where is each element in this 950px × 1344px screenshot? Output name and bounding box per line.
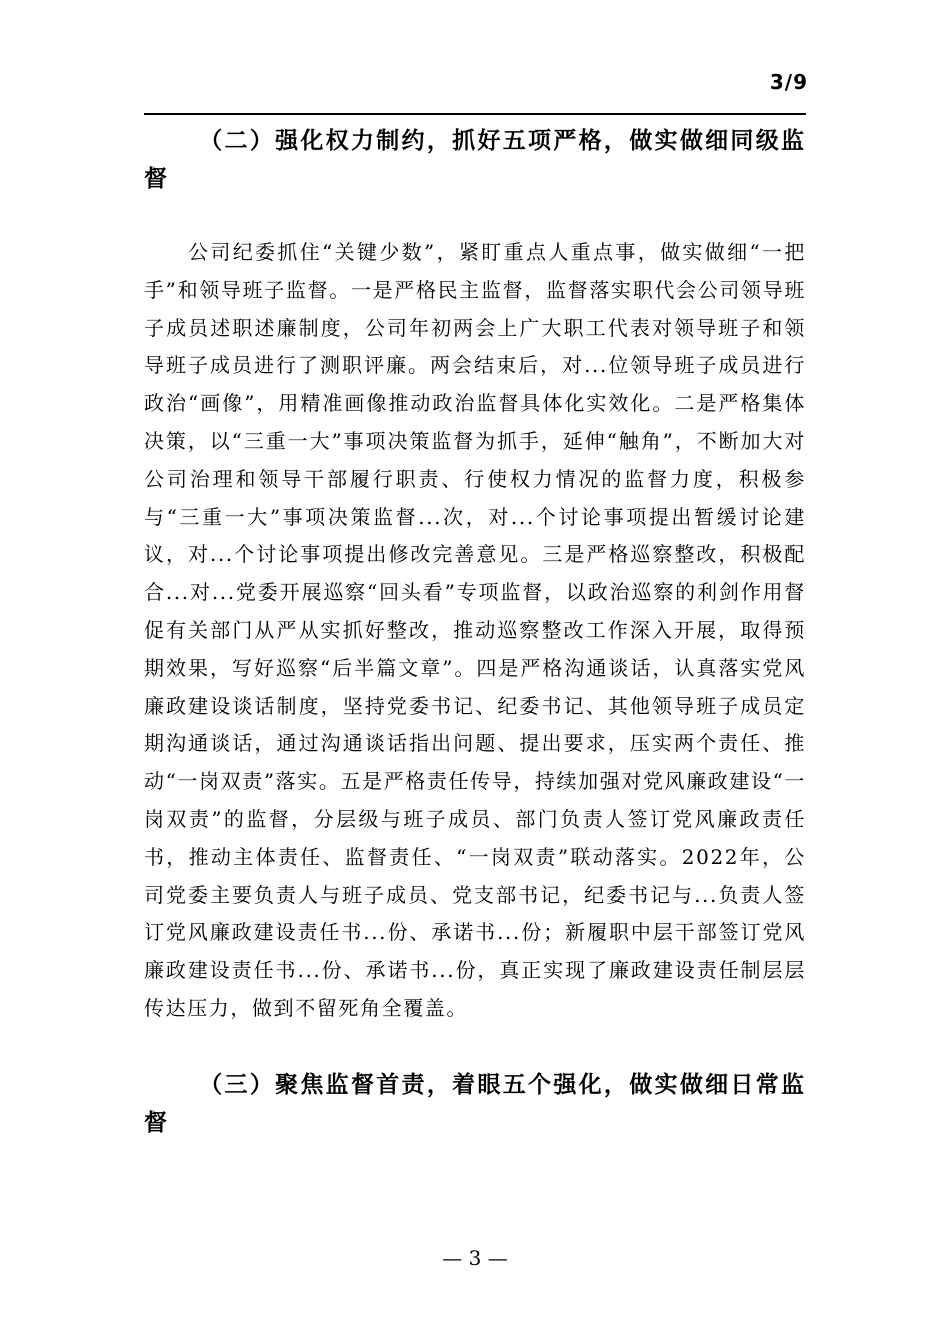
section-heading-2: （二）强化权力制约，抓好五项严格，做实做细同级监督 — [144, 128, 806, 192]
document-body — [144, 122, 806, 1142]
section-paragraph-2: 公司纪委抓住“关键少数”，紧盯重点人重点事，做实做细“一把手”和领导班子监督。一是严格民主监督，监督落实职代会公司领导班子成员述职述廉制度，公司年初两会上广大职工代表对领导班子和领导班子成员进行了测职评廉。两会结束后，对...位领导班子成员进行政治“画像”，用精准画像推动政治监督具体化实效化。二是严格集体决策，以“三重一大”事项决策监督为抓手，延伸“触角”，不断加大对公司治理和领导干部履行职责、行使权力情况的监督力度，积极参与“三重一大”事项决策监督...次，对...个讨论事项提出暂缓讨论建议，对...个讨论事项提出修改完善意见。三是严格巡察整改，积极配合...对...党委开展巡察“回头看”专项监督，以政治巡察的利剑作用督促有关部门从严从实抓好整改，推动巡察整改工作深入开展，取得预期效果，写好巡察“后半篇文章”。四是严格沟通谈话，认真落实党风廉政建设谈话制度，坚持党委书记、纪委书记、其他领导班子成员定期沟通谈话，通过沟通谈话指出问题、提出要求，压实两个责任、推动“一岗双责”落实。五是严格责任传导，持续加强对党风廉政建设“一岗双责”的监督，分层级与班子成员、部门负责人签订党风廉政责任书，推动主体责任、监督责任、“一岗双责”联动落实。2022年，公司党委主要负责人与班子成员、党支部书记，纪委书记与...负责人签订党风廉政建设责任书...份、承诺书...份；新履职中层干部签订党风廉政建设责任书...份、承诺书...份，真正实现了廉政建设责任制层层传达压力，做到不留死角全覆盖。 — [144, 240, 806, 1020]
page-counter: 3/9 — [769, 70, 808, 94]
section-heading-3: （三）聚焦监督首责，着眼五个强化，做实做细日常监督 — [144, 1071, 806, 1136]
footer-page-number: — 3 — — [442, 1246, 508, 1270]
header-rule — [144, 113, 806, 115]
